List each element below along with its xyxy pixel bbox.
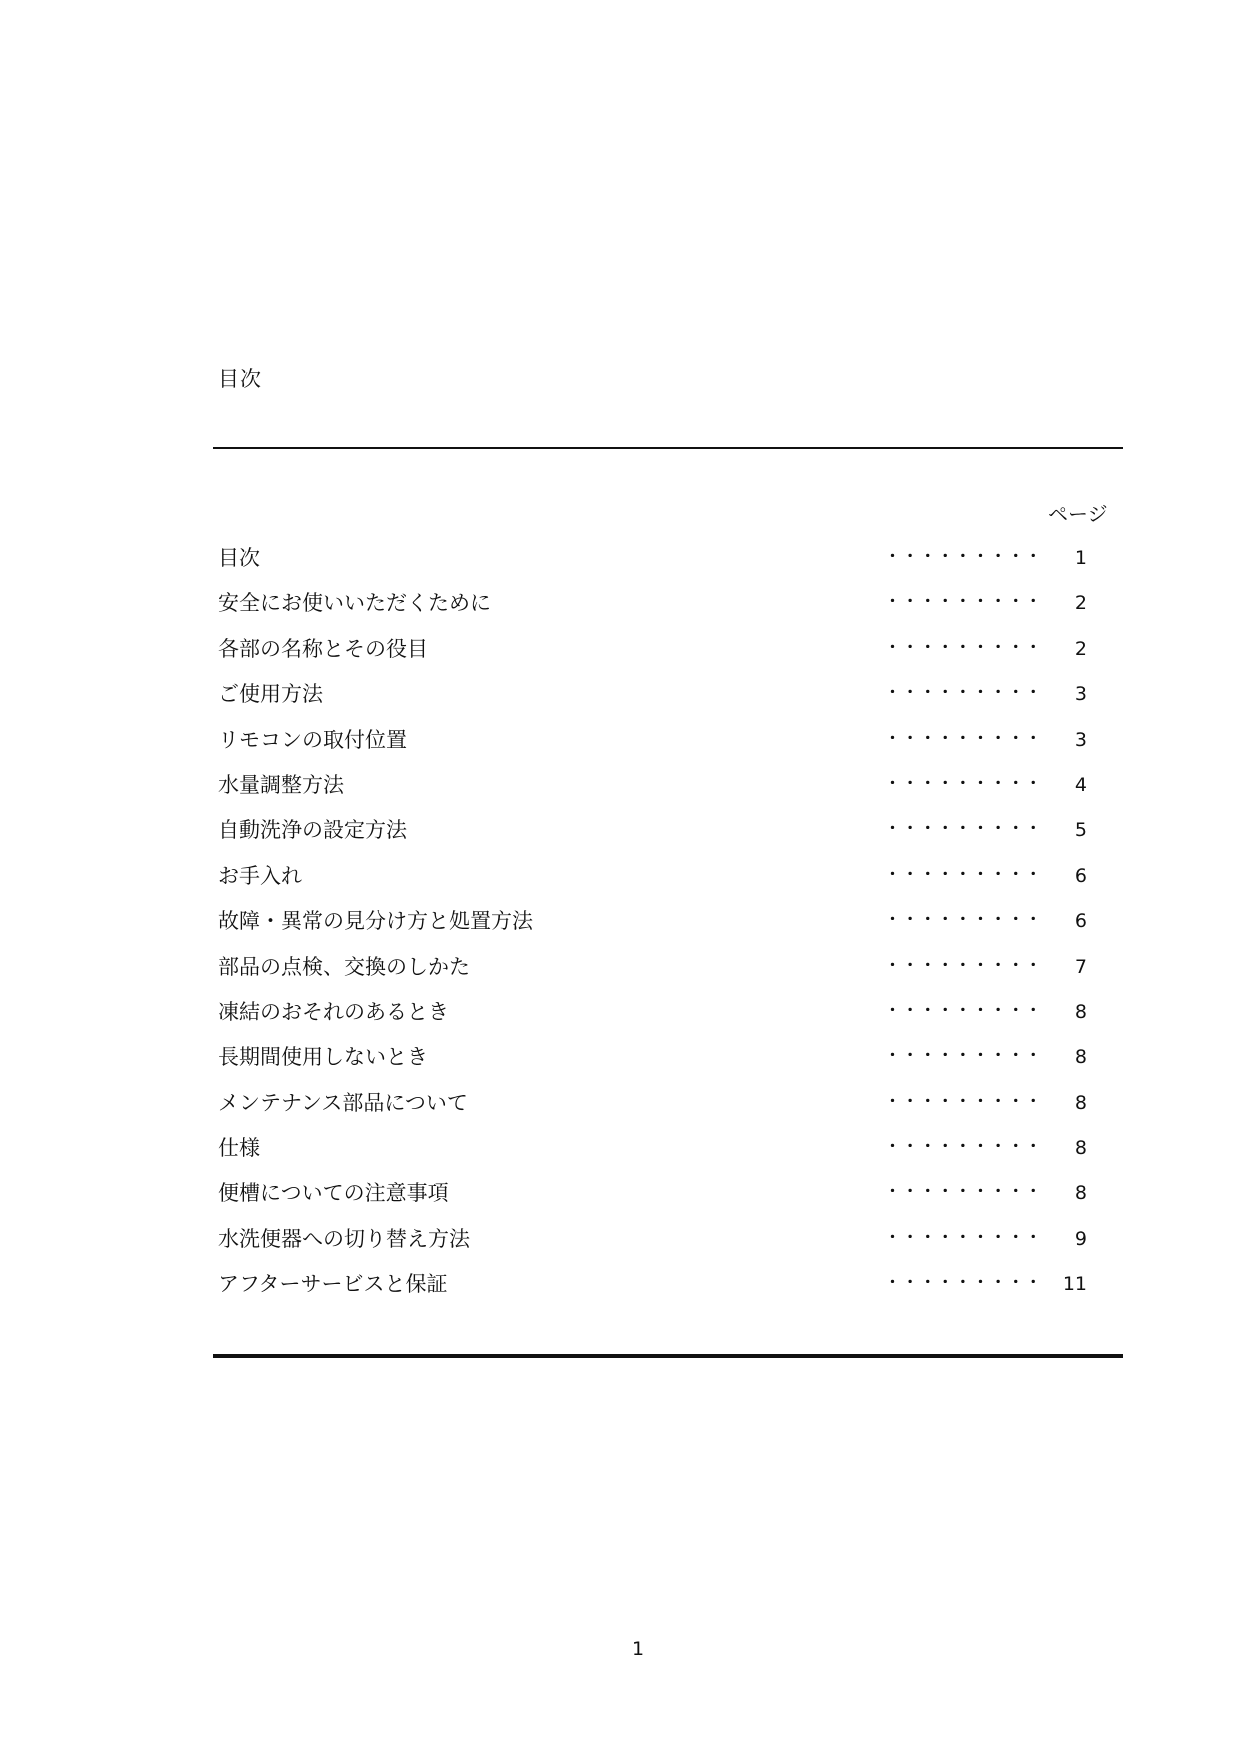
- toc-row: [0, 997, 1240, 1042]
- toc-leader: ・・・・・・・・・: [885, 955, 1044, 974]
- page-title: 目次: [218, 367, 262, 391]
- footer-page-number: 1: [631, 1638, 645, 1660]
- toc-leader: ・・・・・・・・・: [885, 728, 1044, 747]
- toc-leader: ・・・・・・・・・: [885, 1182, 1044, 1201]
- toc-entry-page: 6: [1074, 864, 1087, 887]
- toc-leader: ・・・・・・・・・: [885, 547, 1044, 565]
- toc-row: [0, 588, 1240, 633]
- toc-entry-label: 水洗便器への切り替え方法: [218, 1226, 470, 1251]
- toc-entry-label: 仕様: [218, 1136, 260, 1161]
- toc-row: [0, 679, 1240, 724]
- toc-entry-page: 4: [1074, 773, 1087, 796]
- toc-row: [0, 770, 1240, 815]
- toc-row: [0, 543, 1240, 588]
- toc-leader: ・・・・・・・・・: [885, 864, 1044, 883]
- toc-entry-page: 7: [1074, 955, 1087, 978]
- toc-leader: ・・・・・・・・・: [885, 1000, 1044, 1019]
- toc-entry-label: アフターサービスと保証: [218, 1272, 448, 1297]
- toc-row: [0, 952, 1240, 997]
- toc-leader: ・・・・・・・・・: [885, 1091, 1044, 1110]
- toc-leader: ・・・・・・・・・: [885, 683, 1044, 702]
- toc-entry-label: メンテナンス部品について: [218, 1090, 468, 1115]
- toc-row: [0, 1269, 1240, 1314]
- toc-leader: ・・・・・・・・・: [885, 592, 1044, 611]
- toc-entry-label: 目次: [218, 546, 260, 570]
- toc-entry-page: 8: [1074, 1091, 1087, 1114]
- toc-leader: ・・・・・・・・・: [885, 1227, 1044, 1246]
- toc-entry-page: 3: [1074, 728, 1087, 751]
- toc-entry-label: ご使用方法: [218, 682, 323, 707]
- toc-leader: ・・・・・・・・・: [885, 773, 1044, 792]
- toc-leader: ・・・・・・・・・: [885, 637, 1044, 656]
- toc-entry-page: 8: [1074, 1046, 1087, 1069]
- toc-entry-label: 自動洗浄の設定方法: [218, 818, 407, 843]
- toc-entry-label: 長期間使用しないとき: [218, 1045, 428, 1070]
- toc-leader: ・・・・・・・・・: [885, 1137, 1044, 1156]
- toc-entry-page: 3: [1074, 683, 1087, 706]
- toc-leader: ・・・・・・・・・: [885, 1273, 1044, 1292]
- toc-row: [0, 906, 1240, 951]
- toc-row: [0, 725, 1240, 770]
- top-divider: [213, 447, 1123, 449]
- toc-entry-label: 故障・異常の見分け方と処置方法: [218, 909, 533, 934]
- toc-row: [0, 1133, 1240, 1178]
- toc-entry-page: 11: [1062, 1273, 1087, 1296]
- toc-entry-label: 水量調整方法: [218, 772, 344, 797]
- toc-entry-page: 9: [1074, 1227, 1087, 1250]
- toc-entry-label: 部品の点検、交換のしかた: [218, 954, 470, 979]
- toc-entry-label: 便槽についての注意事項: [218, 1181, 449, 1206]
- toc-row: [0, 634, 1240, 679]
- toc-entry-page: 2: [1074, 592, 1087, 615]
- table-of-contents: [0, 543, 1240, 1315]
- toc-entry-page: 6: [1074, 910, 1087, 933]
- toc-entry-page: 1: [1074, 547, 1087, 569]
- toc-row: [0, 861, 1240, 906]
- toc-row: [0, 1042, 1240, 1087]
- toc-row: [0, 1088, 1240, 1133]
- toc-entry-page: 8: [1074, 1182, 1087, 1205]
- toc-entry-label: 各部の名称とその役目: [218, 636, 428, 661]
- toc-entry-page: 8: [1074, 1137, 1087, 1160]
- toc-row: [0, 1224, 1240, 1269]
- toc-entry-page: 2: [1074, 637, 1087, 660]
- toc-entry-page: 8: [1074, 1000, 1087, 1023]
- toc-leader: ・・・・・・・・・: [885, 819, 1044, 838]
- page-column-header: ページ: [1048, 502, 1108, 526]
- toc-leader: ・・・・・・・・・: [885, 1046, 1044, 1065]
- toc-entry-label: リモコンの取付位置: [218, 727, 407, 752]
- bottom-divider: [213, 1354, 1123, 1358]
- toc-entry-label: 安全にお使いいただくために: [218, 591, 491, 616]
- toc-entry-label: 凍結のおそれのあるとき: [218, 999, 449, 1024]
- toc-row: [0, 1178, 1240, 1223]
- toc-entry-page: 5: [1074, 819, 1087, 842]
- toc-leader: ・・・・・・・・・: [885, 910, 1044, 929]
- toc-row: [0, 815, 1240, 860]
- toc-entry-label: お手入れ: [218, 863, 302, 888]
